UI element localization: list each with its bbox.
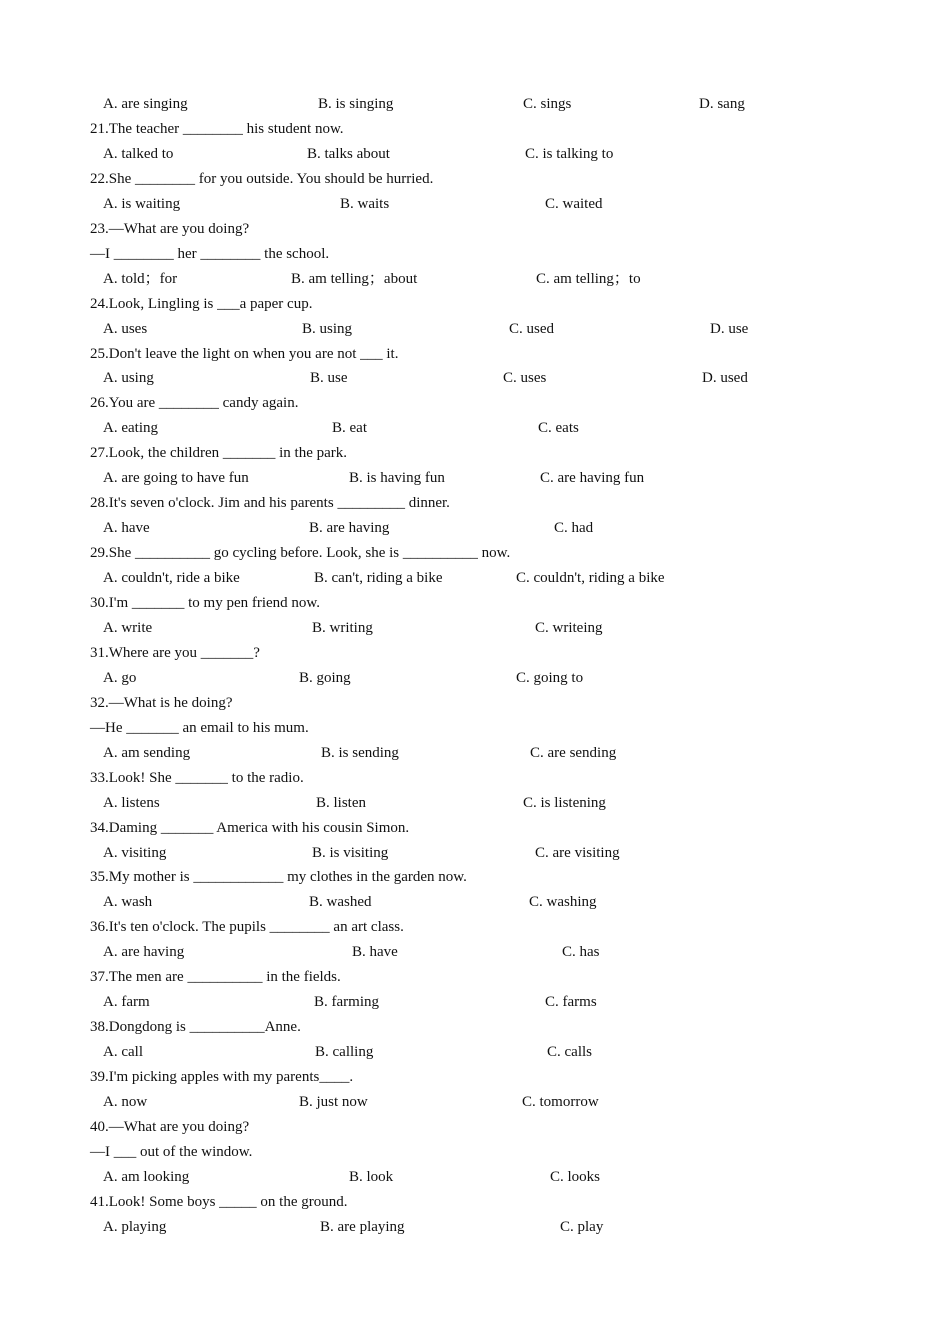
answer-option: C. is talking to <box>525 145 614 162</box>
question-line <box>0 816 950 840</box>
options-line <box>0 890 950 914</box>
question-line <box>0 167 950 191</box>
answer-option: C. are having fun <box>540 470 645 487</box>
question-text: 25.Don't leave the light on when you are not ___ it. <box>90 345 399 362</box>
question-text: 24.Look, Lingling is ___a paper cup. <box>90 295 313 312</box>
options-line <box>0 666 950 690</box>
answer-option: A. am sending <box>103 744 191 761</box>
question-line <box>0 691 950 715</box>
answer-option: C. writeing <box>535 619 603 636</box>
question-line <box>0 1190 950 1214</box>
answer-option: C. used <box>509 320 554 337</box>
answer-option: A. call <box>103 1044 143 1061</box>
answer-option: C. has <box>562 944 600 961</box>
question-line <box>0 541 950 565</box>
answer-option: A. wash <box>103 894 153 911</box>
answer-option: C. going to <box>516 669 584 686</box>
answer-option: D. sang <box>699 96 745 112</box>
options-line <box>0 1090 950 1114</box>
question-line <box>0 217 950 241</box>
options-line <box>0 841 950 865</box>
answer-option: C. are visiting <box>535 844 620 861</box>
question-line <box>0 591 950 615</box>
answer-option: B. can't, riding a bike <box>314 570 443 587</box>
question-text: 32.—What is he doing? <box>90 694 233 711</box>
question-line <box>0 292 950 316</box>
question-text: 38.Dongdong is __________Anne. <box>90 1019 301 1036</box>
answer-option: B. waits <box>340 195 390 212</box>
answer-option: C. is listening <box>523 794 606 811</box>
question-line <box>0 766 950 790</box>
options-line <box>0 366 950 390</box>
answer-option: B. have <box>352 944 398 961</box>
answer-option: C. farms <box>545 994 597 1011</box>
answer-option: C. looks <box>550 1168 601 1185</box>
answer-option: B. calling <box>315 1044 374 1061</box>
question-text: —He _______ an email to his mum. <box>90 719 309 736</box>
options-line <box>0 1215 950 1239</box>
question-line <box>0 441 950 465</box>
answer-option: C. couldn't, riding a bike <box>516 570 665 587</box>
question-text: 31.Where are you _______? <box>90 644 260 661</box>
answer-option: A. listens <box>103 794 160 811</box>
question-line <box>0 641 950 665</box>
options-line <box>0 616 950 640</box>
question-line <box>0 915 950 939</box>
question-text: 30.I'm _______ to my pen friend now. <box>90 595 321 611</box>
question-line <box>0 1065 950 1089</box>
answer-option: B. are playing <box>320 1218 405 1235</box>
options-line <box>0 516 950 540</box>
answer-option: B. is having fun <box>349 470 445 487</box>
answer-option: A. couldn't, ride a bike <box>103 570 240 587</box>
options-line <box>0 142 950 166</box>
answer-option: A. have <box>103 520 150 537</box>
question-text: 39.I'm picking apples with my parents____. <box>90 1069 354 1086</box>
question-text: 21.The teacher ________ his student now. <box>90 120 344 137</box>
question-text: 37.The men are __________ in the fields. <box>90 969 341 986</box>
question-line <box>0 1140 950 1164</box>
question-text: 33.Look! She _______ to the radio. <box>90 769 304 786</box>
answer-option: D. use <box>710 320 749 337</box>
question-line <box>0 117 950 141</box>
answer-option: C. am telling；to <box>536 270 641 287</box>
answer-option: B. using <box>302 320 353 337</box>
question-line <box>0 965 950 989</box>
answer-option: A. go <box>103 669 137 686</box>
question-line <box>0 1115 950 1139</box>
answer-option: A. are going to have fun <box>103 470 249 487</box>
options-line <box>0 940 950 964</box>
answer-option: A. write <box>103 619 153 636</box>
question-line <box>0 491 950 515</box>
options-line <box>0 1040 950 1064</box>
answer-option: C. uses <box>503 370 547 387</box>
question-text: 26.You are ________ candy again. <box>90 395 299 412</box>
question-line <box>0 865 950 889</box>
answer-option: A. are having <box>103 944 185 961</box>
question-text: 22.She ________ for you outside. You should be hurried. <box>90 170 434 187</box>
answer-option: A. playing <box>103 1218 167 1235</box>
options-line <box>0 317 950 341</box>
question-line <box>0 242 950 266</box>
answer-option: B. talks about <box>307 145 390 162</box>
answer-option: C. eats <box>538 420 579 437</box>
options-line <box>0 791 950 815</box>
answer-option: B. use <box>310 370 348 387</box>
answer-option: A. talked to <box>103 145 174 162</box>
options-line <box>0 192 950 216</box>
answer-option: C. waited <box>545 195 603 212</box>
answer-option: B. am telling；about <box>291 270 418 287</box>
answer-option: A. using <box>103 370 154 387</box>
answer-option: C. sings <box>523 96 572 112</box>
options-line <box>0 267 950 291</box>
options-line <box>0 1165 950 1189</box>
answer-option: C. are sending <box>530 744 617 761</box>
answer-option: C. had <box>554 520 594 537</box>
answer-option: B. farming <box>314 994 379 1011</box>
options-line <box>0 990 950 1014</box>
options-line <box>0 416 950 440</box>
answer-option: C. play <box>560 1218 604 1235</box>
options-line <box>0 741 950 765</box>
question-text: 28.It's seven o'clock. Jim and his parents _________ dinner. <box>90 495 450 512</box>
answer-option: C. tomorrow <box>522 1094 599 1110</box>
answer-option: A. told；for <box>103 270 178 287</box>
question-text: —I ___ out of the window. <box>90 1143 253 1160</box>
question-text: 29.She __________ go cycling before. Look, she is __________ now. <box>90 545 511 562</box>
answer-option: A. is waiting <box>103 195 181 212</box>
answer-option: B. washed <box>309 894 372 911</box>
options-line <box>0 566 950 590</box>
question-text: 40.—What are you doing? <box>90 1118 250 1135</box>
answer-option: B. is sending <box>321 744 399 761</box>
answer-option: B. is singing <box>318 96 394 112</box>
answer-option: B. is visiting <box>312 844 389 861</box>
answer-option: B. just now <box>299 1094 368 1110</box>
question-line <box>0 716 950 740</box>
answer-option: B. look <box>349 1168 394 1185</box>
options-line <box>0 466 950 490</box>
question-text: 27.Look, the children _______ in the park. <box>90 445 348 462</box>
answer-option: C. calls <box>547 1044 592 1061</box>
answer-option: A. farm <box>103 994 150 1011</box>
answer-option: B. listen <box>316 794 367 811</box>
answer-option: B. are having <box>309 520 390 537</box>
answer-option: A. visiting <box>103 844 167 861</box>
answer-option: A. am looking <box>103 1168 190 1185</box>
question-text: 41.Look! Some boys _____ on the ground. <box>90 1193 348 1210</box>
question-line <box>0 1015 950 1039</box>
question-text: 35.My mother is ____________ my clothes in the garden now. <box>90 869 467 886</box>
answer-option: D. used <box>702 370 748 387</box>
question-text: 23.—What are you doing? <box>90 220 250 237</box>
answer-option: B. going <box>299 669 351 686</box>
options-line <box>0 92 950 116</box>
answer-option: C. washing <box>529 894 597 911</box>
question-text: —I ________ her ________ the school. <box>90 245 330 262</box>
answer-option: A. eating <box>103 420 158 437</box>
answer-option: B. eat <box>332 420 367 437</box>
answer-option: B. writing <box>312 619 373 636</box>
answer-option: A. now <box>103 1094 148 1110</box>
question-text: 34.Daming _______ America with his cousin Simon. <box>90 819 410 836</box>
answer-option: A. are singing <box>103 96 188 112</box>
question-line <box>0 342 950 366</box>
answer-option: A. uses <box>103 320 148 337</box>
question-line <box>0 391 950 415</box>
question-text: 36.It's ten o'clock. The pupils ________ an art class. <box>90 919 404 936</box>
